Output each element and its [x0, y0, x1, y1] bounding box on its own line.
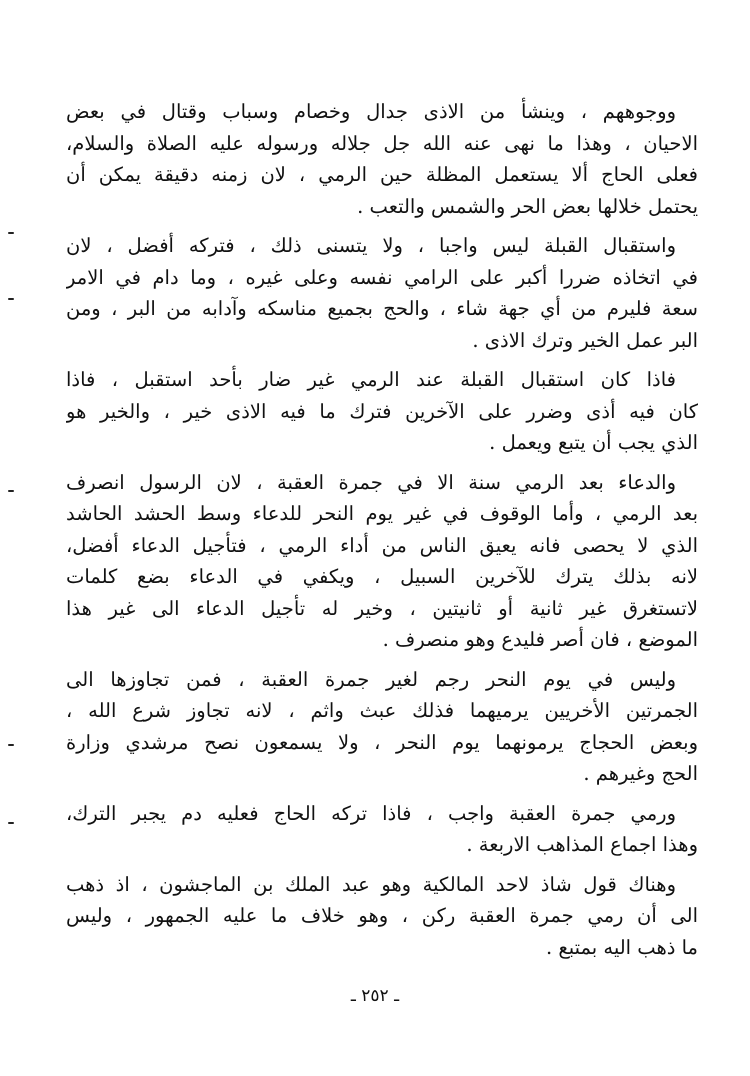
text-line: الى أن رمي جمرة العقبة ركن ، وهو خلاف ما عليه الجمهور ، وليس [66, 904, 698, 927]
paragraph [66, 664, 698, 790]
text-line: وبعض الحجاج يرمونهما يوم النحر ، ولا يسمعون نصح مرشدي وزارة [66, 730, 698, 754]
text-line: الموضع ، فان أصر فليدع وهو منصرف . [382, 628, 698, 651]
paragraph [66, 798, 698, 861]
text-line: الاحيان ، وهذا ما نهى عنه الله جل جلاله ورسوله عليه الصلاة والسلام، [66, 131, 698, 155]
text-line: البر عمل الخير وترك الاذى . [472, 328, 698, 352]
paragraph [66, 467, 698, 656]
paragraph [66, 96, 698, 222]
text-line: فعلى الحاج ألا يستعمل المظلة حين الرمي ، لان زمنه دقيقة يمكن أن [66, 163, 698, 186]
text-line: وهذا اجماع المذاهب الاربعة . [466, 833, 698, 856]
margin-mark [8, 744, 14, 746]
text-line: وليس في يوم النحر رجم لغير جمرة العقبة ، فمن تجاوزها الى [66, 667, 676, 691]
text-line: بعد الرمي ، وأما الوقوف في غير يوم النحر للدعاء وسط الحشد الحاشد [66, 502, 698, 525]
text-line: ما ذهب اليه بمتبع . [545, 935, 698, 959]
page-number: ـ ٢٥٢ ـ [350, 986, 400, 1006]
body-text [66, 96, 698, 963]
paragraph [66, 230, 698, 356]
margin-mark [8, 490, 14, 492]
margin-mark [8, 822, 14, 824]
text-line: الذي يجب أن يتبع ويعمل . [489, 431, 698, 454]
text-line: الجمرتين الأخريين يرميهما فذلك عبث واثم ، لانه تجاوز شرع الله ، [66, 699, 698, 722]
text-line: لاتستغرق غير ثانية أو ثانيتين ، وخير له تأجيل الدعاء الى غير هذا [66, 596, 698, 620]
text-line: الذي لا يحصى فانه يعيق الناس من أداء الرمي ، فتأجيل الدعاء أفضل، [66, 533, 698, 557]
text-line: وهناك قول شاذ لاحد المالكية وهو عبد الملك بن الماجشون ، اذ ذهب [66, 872, 676, 896]
text-line: ووجوههم ، وينشأ من الاذى جدال وخصام وسباب وقتال في بعض [66, 100, 676, 123]
margin-mark [8, 232, 14, 234]
paragraph [66, 869, 698, 964]
margin-mark [8, 298, 14, 300]
text-line: يحتمل خلالها بعض الحر والشمس والتعب . [357, 194, 698, 218]
text-line: والدعاء بعد الرمي سنة الا في جمرة العقبة ، لان الرسول انصرف [66, 470, 676, 494]
paragraph [66, 364, 698, 459]
text-line: كان فيه أذى وضرر على الآخرين فترك ما فيه الاذى خير ، والخير هو [66, 399, 698, 423]
text-line: واستقبال القبلة ليس واجبا ، ولا يتسنى ذلك ، فتركه أفضل ، لان [66, 234, 676, 257]
text-line: ورمي جمرة العقبة واجب ، فاذا تركه الحاج فعليه دم يجبر الترك، [66, 801, 676, 825]
text-line: فاذا كان استقبال القبلة عند الرمي غير ضار بأحد استقبل ، فاذا [66, 368, 676, 391]
text-line: لانه بذلك يترك للآخرين السبيل ، ويكفي في الدعاء بضع كلمات [66, 565, 698, 588]
text-line: في اتخاذه ضررا أكبر على الرامي نفسه وعلى غيره ، وما دام في الامر [66, 265, 698, 289]
text-line: الحج وغيرهم . [583, 762, 698, 785]
text-line: سعة فليرم من أي جهة شاء ، والحج بجميع مناسكه وآدابه من البر ، ومن [66, 297, 698, 320]
